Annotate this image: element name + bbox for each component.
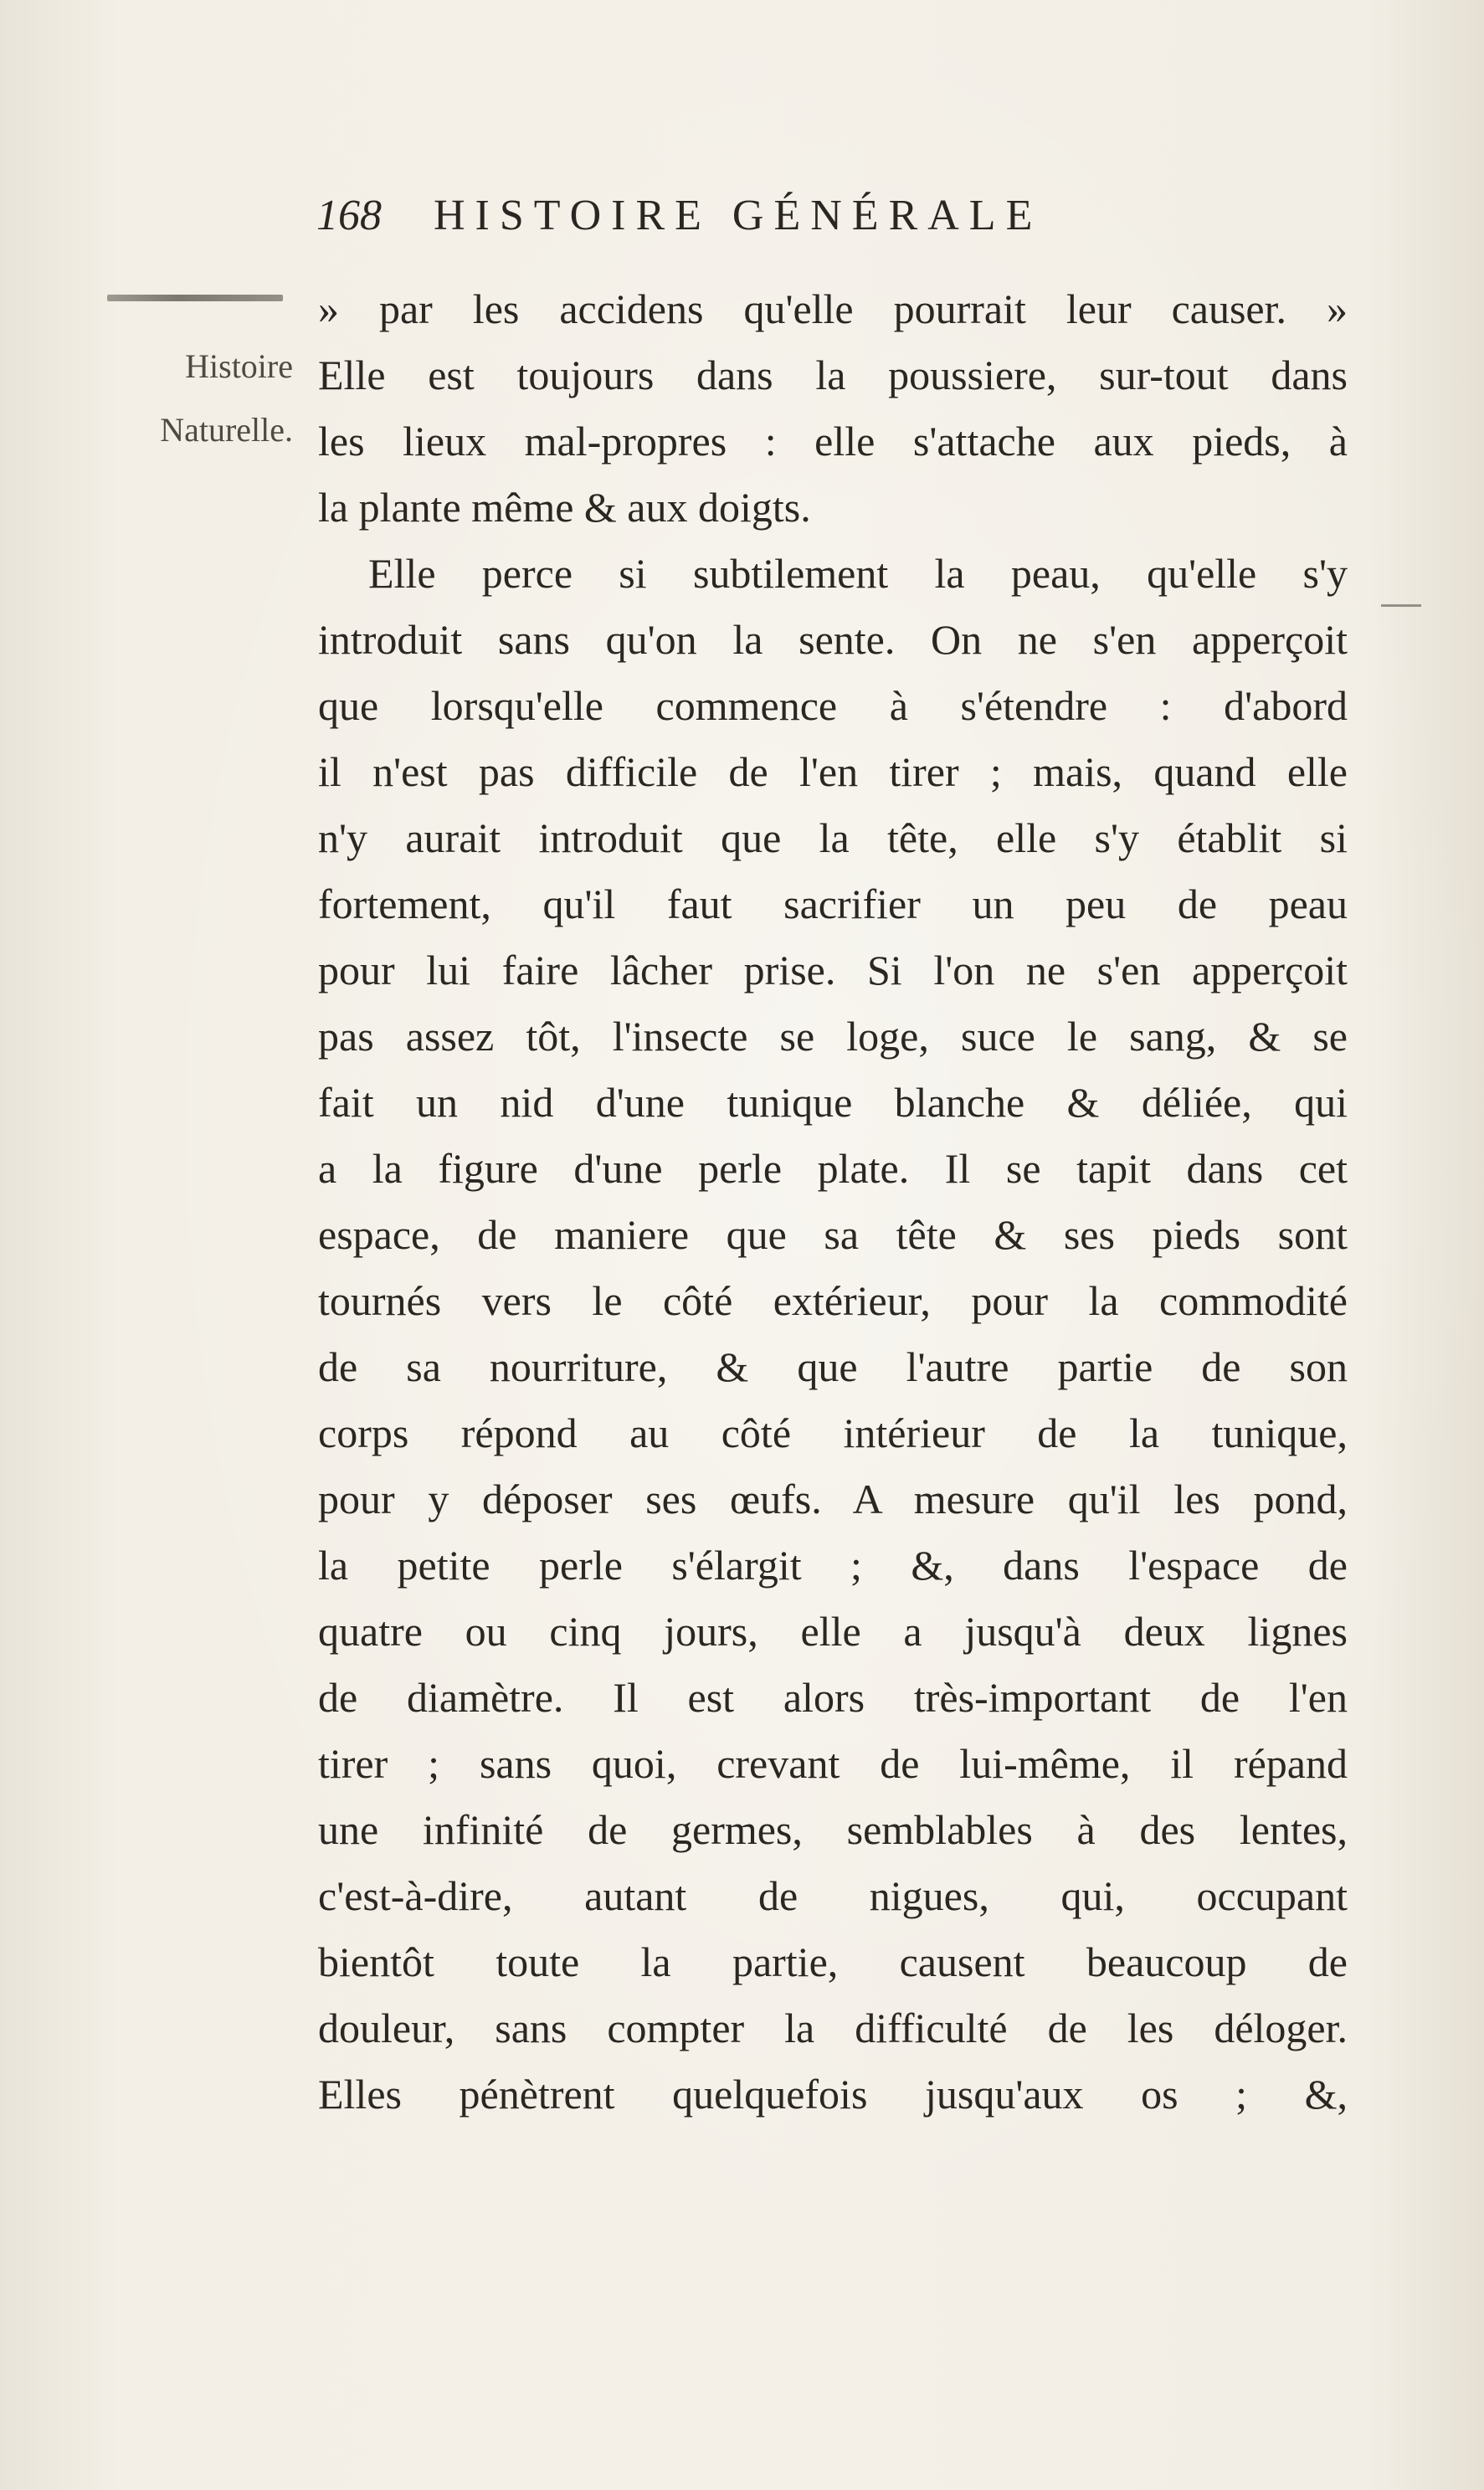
text-line: une infinité de germes, semblables à des lentes, xyxy=(318,1806,1348,1853)
text-line: de sa nourriture, & que l'autre partie de son xyxy=(318,1343,1348,1390)
text-line: c'est-à-dire, autant de nigues, qui, occupant xyxy=(318,1872,1348,1919)
text-line: pour lui faire lâcher prise. Si l'on ne s'en apperçoit xyxy=(318,947,1348,993)
text-line: de diamètre. Il est alors très-important de l'en xyxy=(318,1674,1348,1721)
text-line: la petite perle s'élargit ; &, dans l'espace de xyxy=(318,1542,1348,1589)
text-line: fait un nid d'une tunique blanche & déliée, qui xyxy=(318,1079,1348,1126)
margin-note-line-1: Histoire xyxy=(185,347,293,385)
text-line: que lorsqu'elle commence à s'étendre : d'abord xyxy=(318,682,1348,729)
text-line: bientôt toute la partie, causent beaucoup de xyxy=(318,1938,1348,1985)
text-line: a la figure d'une perle plate. Il se tapit dans cet xyxy=(318,1145,1348,1192)
margin-rule-mark xyxy=(107,295,283,301)
text-line: tirer ; sans quoi, crevant de lui-même, il répand xyxy=(318,1740,1348,1787)
text-line: tournés vers le côté extérieur, pour la commodité xyxy=(318,1277,1348,1324)
text-line: Elle perce si subtilement la peau, qu'elle s'y xyxy=(368,550,1348,597)
text-line: douleur, sans compter la difficulté de les déloger. xyxy=(318,2005,1348,2051)
text-line: pour y déposer ses œufs. A mesure qu'il les pond, xyxy=(318,1476,1348,1522)
page-number: 168 xyxy=(316,192,382,239)
text-line: quatre ou cinq jours, elle a jusqu'à deux lignes xyxy=(318,1608,1348,1655)
text-line: il n'est pas difficile de l'en tirer ; mais, quand elle xyxy=(318,748,1348,795)
text-line: Elles pénètrent quelquefois jusqu'aux os ; &, xyxy=(318,2071,1348,2118)
text-line: les lieux mal-propres : elle s'attache aux pieds, à xyxy=(318,418,1348,465)
text-line: fortement, qu'il faut sacrifier un peu de peau xyxy=(318,880,1348,927)
body-text xyxy=(318,276,1348,2128)
margin-note xyxy=(92,335,293,462)
margin-note-line-2: Naturelle. xyxy=(160,411,293,449)
running-head xyxy=(316,191,1346,258)
text-line: corps répond au côté intérieur de la tunique, xyxy=(318,1409,1348,1456)
text-line: n'y aurait introduit que la tête, elle s'y établit si xyxy=(318,814,1348,861)
text-line: Elle est toujours dans la poussiere, sur-tout dans xyxy=(318,352,1348,398)
text-line: » par les accidens qu'elle pourrait leur causer. » xyxy=(318,285,1348,332)
text-line: la plante même & aux doigts. xyxy=(318,484,811,531)
text-line: pas assez tôt, l'insecte se loge, suce le sang, & se xyxy=(318,1013,1348,1060)
running-title: HISTOIRE GÉNÉRALE xyxy=(434,192,1043,239)
margin-tick-mark xyxy=(1381,604,1421,607)
text-line: espace, de maniere que sa tête & ses pieds sont xyxy=(318,1211,1348,1258)
text-line: introduit sans qu'on la sente. On ne s'en apperçoit xyxy=(318,616,1348,663)
